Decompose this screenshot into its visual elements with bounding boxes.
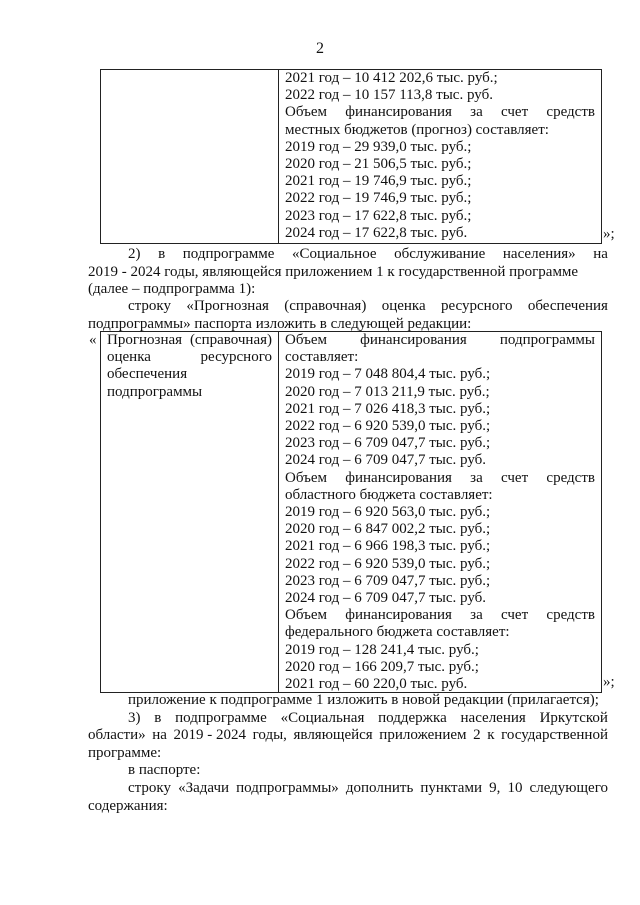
paragraph-row-line-1: строку «Прогнозная (справочная) оценка ресурсного обеспечения — [128, 298, 608, 314]
total-heading-2: составляет: — [285, 349, 359, 366]
left-line-2: оценка ресурсного — [107, 349, 272, 366]
paragraph-3-line-3: программе: — [88, 744, 162, 761]
federal-line: 2019 год – 128 241,4 тыс. руб.; — [285, 641, 479, 658]
close-quote-2: »; — [603, 674, 615, 690]
total-heading: Объем финансирования подпрограммы — [285, 332, 595, 348]
total-line: 2021 год – 7 026 418,3 тыс. руб.; — [285, 400, 491, 417]
total-line: 2019 год – 7 048 804,4 тыс. руб.; — [285, 366, 491, 383]
left-line-1: Прогнозная (справочная) — [107, 332, 272, 348]
federal-line: 2021 год – 60 220,0 тыс. руб. — [285, 676, 468, 693]
paragraph-2-line-1: 2) в подпрограмме «Социальное обслуживание населения» на — [128, 246, 608, 262]
passport-line: в паспорте: — [128, 762, 201, 779]
left-line-3: обеспечения — [107, 366, 188, 383]
line-2021: 2021 год – 10 412 202,6 тыс. руб.; — [285, 70, 498, 86]
open-quote: « — [89, 332, 97, 348]
table-left-cell-empty — [101, 70, 279, 243]
regional-line: 2023 год – 6 709 047,7 тыс. руб.; — [285, 572, 491, 589]
total-line: 2023 год – 6 709 047,7 тыс. руб.; — [285, 435, 491, 452]
local-line: 2020 год – 21 506,5 тыс. руб.; — [285, 156, 472, 173]
regional-line: 2020 год – 6 847 002,2 тыс. руб.; — [285, 521, 491, 538]
regional-line: 2024 год – 6 709 047,7 тыс. руб. — [285, 590, 487, 607]
total-line: 2020 год – 7 013 211,9 тыс. руб.; — [285, 383, 490, 400]
local-line: 2021 год – 19 746,9 тыс. руб.; — [285, 173, 472, 190]
table-right-cell — [279, 70, 601, 243]
paragraph-3-line-1: 3) в подпрограмме «Социальная поддержка населения Иркутской — [128, 709, 608, 726]
close-quote-1: »; — [603, 226, 615, 242]
federal-heading-2: федерального бюджета составляет: — [285, 624, 510, 641]
local-line: 2022 год – 19 746,9 тыс. руб.; — [285, 190, 472, 207]
paragraph-2-line-2: 2019 - 2024 годы, являющейся приложением 1 к государственной программе — [88, 263, 579, 280]
regional-line: 2022 год – 6 920 539,0 тыс. руб.; — [285, 555, 491, 572]
resource-table — [100, 331, 602, 693]
local-line: 2019 год – 29 939,0 тыс. руб.; — [285, 138, 472, 155]
federal-heading: Объем финансирования за счет средств — [285, 607, 595, 624]
local-line: 2023 год – 17 622,8 тыс. руб.; — [285, 207, 472, 224]
tasks-line-1: строку «Задачи подпрограммы» дополнить пунктами 9, 10 следующего — [128, 779, 608, 796]
regional-line: 2019 год – 6 920 563,0 тыс. руб.; — [285, 504, 491, 521]
local-budget-heading-2: местных бюджетов (прогноз) составляет: — [285, 121, 549, 138]
total-line: 2022 год – 6 920 539,0 тыс. руб.; — [285, 418, 491, 435]
left-line-4: подпрограммы — [107, 383, 203, 400]
regional-heading: Объем финансирования за счет средств — [285, 469, 595, 486]
federal-line: 2020 год – 166 209,7 тыс. руб.; — [285, 658, 479, 675]
table-left-cell — [101, 332, 279, 692]
table-right-cell — [279, 332, 601, 692]
appendix-line: приложение к подпрограмме 1 изложить в новой редакции (прилагается); — [128, 692, 599, 708]
paragraph-after — [88, 692, 608, 815]
paragraph-2 — [88, 246, 608, 299]
table-continuation — [100, 69, 602, 244]
regional-heading-2: областного бюджета составляет: — [285, 486, 493, 503]
local-line: 2024 год – 17 622,8 тыс. руб. — [285, 224, 468, 241]
paragraph-2-line-3: (далее – подпрограмма 1): — [88, 281, 256, 298]
tasks-line-2: содержания: — [88, 797, 168, 814]
regional-line: 2021 год – 6 966 198,3 тыс. руб.; — [285, 538, 491, 555]
total-line: 2024 год – 6 709 047,7 тыс. руб. — [285, 452, 487, 469]
paragraph-row — [88, 298, 608, 333]
paragraph-3-line-2: области» на 2019 - 2024 годы, являющейся приложением 2 к государственной — [88, 727, 608, 744]
local-budget-heading: Объем финансирования за счет средств — [285, 104, 595, 121]
page-number: 2 — [316, 40, 324, 57]
line-2022: 2022 год – 10 157 113,8 тыс. руб. — [285, 87, 493, 104]
paragraph-row-line-2: подпрограммы» паспорта изложить в следующей редакции: — [88, 315, 472, 332]
